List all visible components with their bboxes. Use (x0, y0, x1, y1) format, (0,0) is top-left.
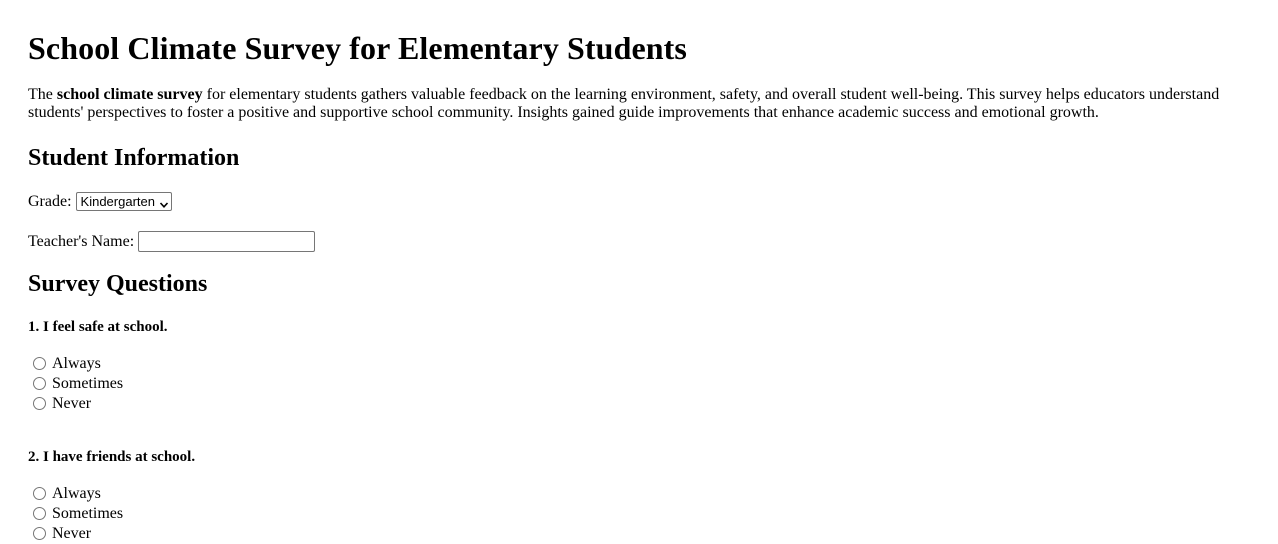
question-2-option-label: Never (52, 525, 92, 542)
chevron-down-icon (159, 197, 169, 207)
intro-text-end: for elementary students gathers valuable feedback on the learning environment, safety, and overall student well-being. This survey helps educators understand students' perspectives to foster a positive and supportive school community. Insights gained guide improvements that enhance academic success and emotional growth. (28, 86, 1220, 121)
question-2-option-label: Always (52, 485, 101, 502)
intro-paragraph (28, 86, 1248, 122)
question-2-option-always[interactable] (28, 484, 1250, 504)
question-1-radio-always[interactable] (33, 357, 46, 370)
student-info-heading: Student Information (28, 145, 240, 171)
question-2-options (28, 484, 1250, 544)
grade-select[interactable] (76, 192, 172, 211)
question-2-radio-sometimes[interactable] (33, 507, 46, 520)
teacher-row (28, 231, 1250, 252)
question-1-option-always[interactable] (28, 354, 1250, 374)
question-2-radio-never[interactable] (33, 527, 46, 540)
question-1-option-label: Never (52, 395, 92, 412)
question-2-option-sometimes[interactable] (28, 504, 1250, 524)
teacher-name-input[interactable] (138, 231, 315, 252)
grade-label: Grade: (28, 192, 72, 210)
question-2-radio-always[interactable] (33, 487, 46, 500)
question-1-option-never[interactable] (28, 394, 1250, 414)
question-1-radio-never[interactable] (33, 397, 46, 410)
question-2-option-never[interactable] (28, 524, 1250, 544)
grade-row (28, 192, 1250, 211)
question-1-option-sometimes[interactable] (28, 374, 1250, 394)
question-1-radio-sometimes[interactable] (33, 377, 46, 390)
intro-bold-text: school climate survey (56, 86, 203, 103)
question-1-text: 1. I feel safe at school. (28, 319, 168, 335)
question-1-option-label: Sometimes (52, 375, 124, 392)
question-1-options (28, 354, 1250, 414)
intro-text-start: The (28, 86, 57, 103)
question-2-text: 2. I have friends at school. (28, 449, 196, 465)
survey-questions-heading: Survey Questions (28, 271, 208, 297)
question-2-option-label: Sometimes (52, 505, 124, 522)
grade-select-value: Kindergarten (80, 193, 155, 209)
teacher-name-label: Teacher's Name: (28, 232, 135, 250)
question-1-option-label: Always (52, 355, 101, 372)
page-title: School Climate Survey for Elementary Students (28, 30, 687, 66)
